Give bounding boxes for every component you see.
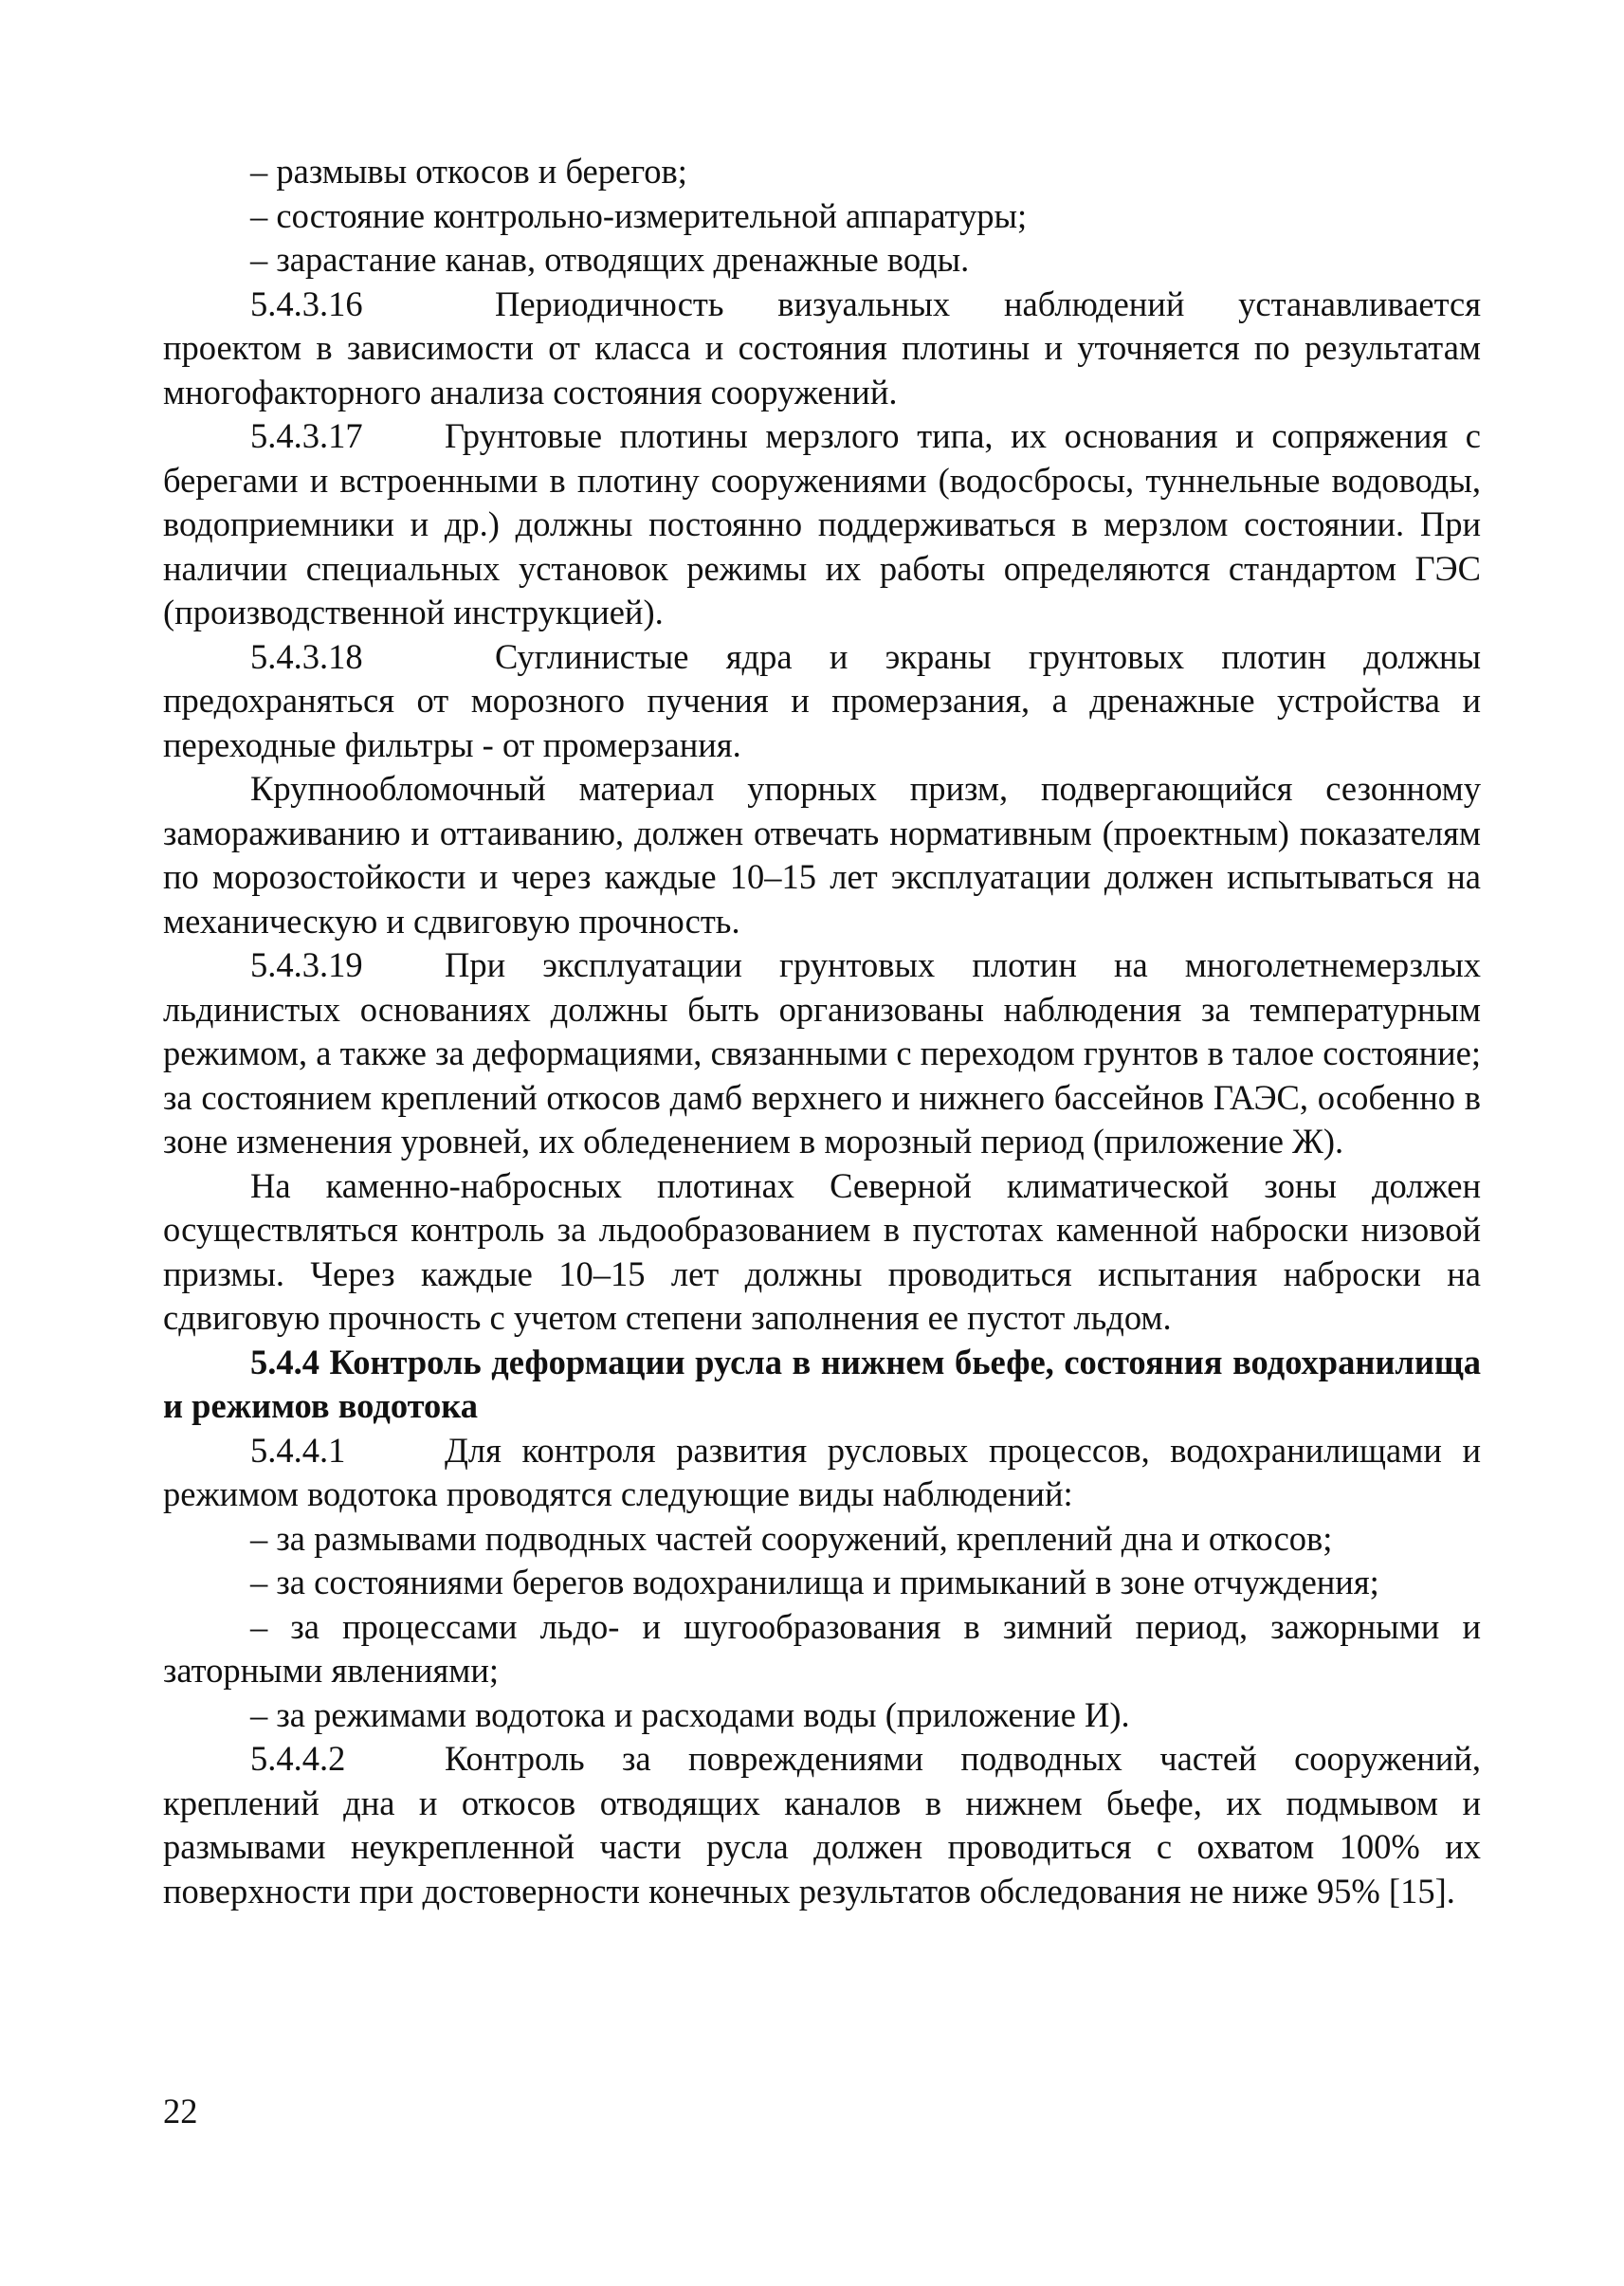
paragraph: На каменно-набросных плотинах Северной климатической зоны должен осуществляться контроль за льдообразованием в пустотах каменной наброски низовой призмы. Через каждые 10–15 лет должны проводиться испытания наброски на сдвиговую прочность с учетом степени заполнения ее пустот льдом.	[163, 1165, 1481, 1337]
paragraph: Крупнообломочный материал упорных призм, подвергающийся сезонному замораживанию и оттаиванию, должен отвечать нормативным (проектным) показателям по морозостойкости и через каждые 10–15 лет эксплуатации должен испытываться на механическую и сдвиговую прочность.	[163, 769, 1481, 941]
clause-number: 5.4.3.16	[250, 283, 363, 323]
bullet-item: – за процессами льдо- и шугообразования в зимний период, зажорными и заторными явлениями;	[163, 1606, 1481, 1690]
clause-text: Периодичность визуальных наблюдений устанавливается проектом в зависимости от класса и состояния плотины и уточняется по результатам многофакторного анализа состояния сооружений.	[163, 283, 1481, 411]
bullet-item: – за состояниями берегов водохранилища и примыканий в зоне отчуждения;	[250, 1563, 1379, 1601]
clause-text: Контроль за повреждениями подводных частей сооружений, креплений дна и откосов отводящих каналов в нижнем бьефе, их подмывом и размывами неукрепленной части русла должен проводиться с охватом 100% их поверхности при достоверности конечных результатов обследования не ниже 95% [15].	[163, 1739, 1481, 1911]
clause-number: 5.4.4.1	[250, 1430, 346, 1470]
bullet-item: – зарастание канав, отводящих дренажные воды.	[250, 240, 970, 279]
clause-5-4-4-2	[163, 1737, 1481, 1913]
clause-text: Для контроля развития русловых процессов, водохранилищами и режимом водотока проводятся следующие виды наблюдений:	[163, 1430, 1481, 1513]
bullet-item: – за режимами водотока и расходами воды (приложение И).	[250, 1694, 1130, 1734]
page-number: 22	[163, 2092, 198, 2131]
clause-text: Грунтовые плотины мерзлого типа, их основания и сопряжения с берегами и встроенными в плотину сооружениями (водосбросы, туннельные водоводы, водоприемники и др.) должны постоянно поддерживаться в мерзлом состоянии. При наличии специальных установок режимы их работы определяются стандартом ГЭС (производственной инструкцией).	[163, 416, 1481, 631]
clause-5-4-3-19	[163, 943, 1481, 1164]
clause-5-4-3-18	[163, 635, 1481, 768]
clause-text: Суглинистые ядра и экраны грунтовых плотин должны предохраняться от морозного пучения и промерзания, а дренажные устройства и переходные фильтры - от промерзания.	[163, 636, 1481, 764]
section-heading: 5.4.4 Контроль деформации русла в нижнем бьефе, состояния водохранилища и режимов водотока	[163, 1342, 1481, 1425]
clause-5-4-3-17	[163, 414, 1481, 635]
clause-5-4-3-16	[163, 283, 1481, 415]
clause-number: 5.4.4.2	[250, 1739, 346, 1778]
clause-5-4-4-1	[163, 1429, 1481, 1517]
clause-text: При эксплуатации грунтовых плотин на многолетнемерзлых льдинистых основаниях должны быть организованы наблюдения за температурным режимом, а также за деформациями, связанными с переходом грунтов в талое состояние; за состоянием креплений откосов дамб верхнего и нижнего бассейнов ГАЭС, особенно в зоне изменения уровней, их обледенением в морозный период (приложение Ж).	[163, 945, 1481, 1161]
page-content	[163, 150, 1481, 1913]
bullet-item: – размывы откосов и берегов;	[250, 152, 687, 191]
clause-number: 5.4.3.19	[250, 945, 363, 984]
bullet-item: – за размывами подводных частей сооружений, креплений дна и откосов;	[250, 1518, 1333, 1558]
clause-number: 5.4.3.17	[250, 416, 363, 455]
clause-number: 5.4.3.18	[250, 636, 363, 676]
bullet-item: – состояние контрольно-измерительной аппаратуры;	[250, 195, 1028, 235]
